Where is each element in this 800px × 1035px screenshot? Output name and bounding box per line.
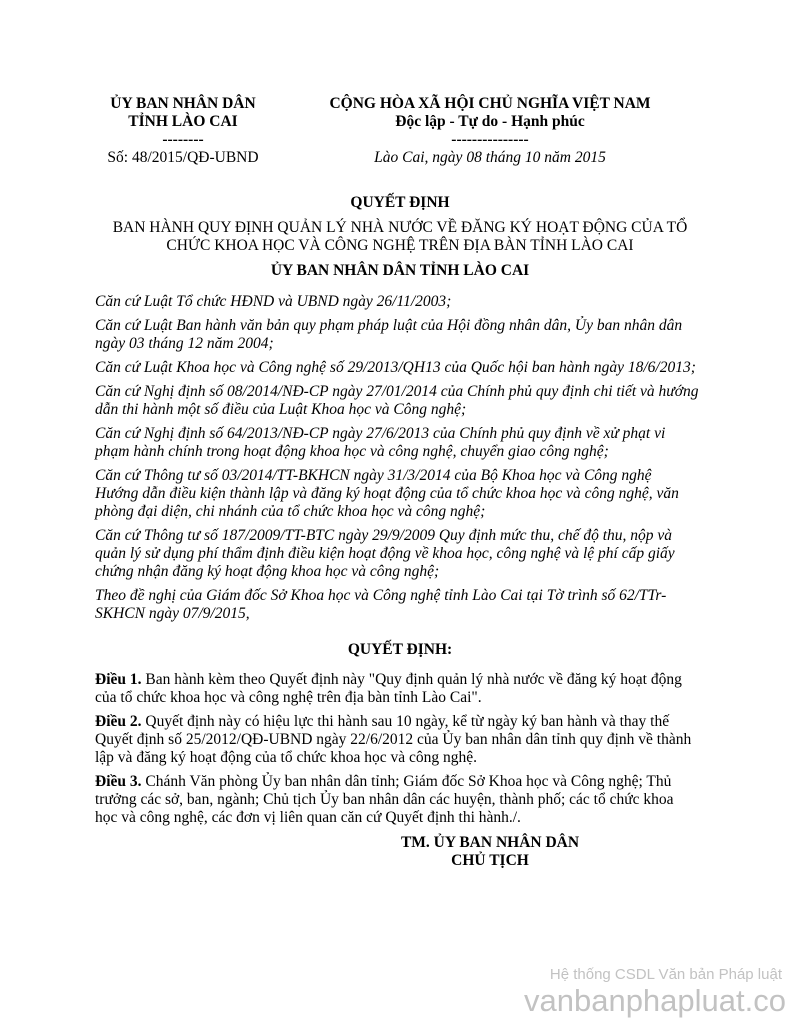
watermark-caption: Hệ thống CSDL Văn bản Pháp luật (549, 966, 782, 983)
subtitle-line: CHỨC KHOA HỌC VÀ CÔNG NGHỆ TRÊN ĐỊA BÀN TỈNH LÀO CAI (166, 237, 634, 254)
watermark-site: vanbanphapluat.co (523, 983, 786, 1018)
article-label: Điều 2. (95, 713, 142, 730)
article-line: lập và đăng ký hoạt động của tổ chức khoa học và công nghệ. (95, 749, 478, 766)
basis-line: dẫn thi hành một số điều của Luật Khoa học và Công nghệ; (95, 401, 467, 418)
basis-line: ngày 03 tháng 12 năm 2004; (95, 335, 274, 352)
article-line: của tổ chức khoa học và công nghệ trên địa bàn tỉnh Lào Cai". (95, 689, 482, 706)
article-text: Quyết định này có hiệu lực thi hành sau 10 ngày, kể từ ngày ký ban hành và thay thế (141, 713, 670, 730)
articles (95, 665, 710, 833)
article-label: Điều 1. (95, 671, 142, 688)
basis-line: phòng đại diện, chi nhánh của tổ chức khoa học và công nghệ; (95, 503, 486, 520)
authority-line: TỈNH LÀO CAI (128, 113, 238, 130)
basis-line: Căn cứ Nghị định số 08/2014/NĐ-CP ngày 27/01/2014 của Chính phủ quy định chi tiết và hướng (95, 383, 699, 400)
article-line (95, 773, 710, 791)
article-line (95, 713, 710, 731)
signature-line: TM. ỦY BAN NHÂN DÂN (400, 834, 580, 851)
basis-line: Căn cứ Thông tư số 03/2014/TT-BKHCN ngày 31/3/2014 của Bộ Khoa học và Công nghệ (95, 467, 652, 484)
article-line (95, 671, 710, 689)
article-line: trưởng các sở, ban, ngành; Chủ tịch Ủy ban nhân dân các huyện, thành phố; các tổ chức khoa (95, 791, 674, 808)
article-line: học và công nghệ, các đơn vị liên quan căn cứ Quyết định thi hành./. (95, 809, 521, 826)
country-name: CỘNG HÒA XÃ HỘI CHỦ NGHĨA VIỆT NAM (329, 95, 651, 112)
document-title: QUYẾT ĐỊNH (350, 194, 450, 211)
article-text: Ban hành kèm theo Quyết định này "Quy định quản lý nhà nước về đăng ký hoạt động (141, 671, 682, 688)
authority-line: ỦY BAN NHÂN DÂN (110, 95, 256, 112)
basis-line: Theo đề nghị của Giám đốc Sở Khoa học và Công nghệ tỉnh Lào Cai tại Tờ trình số 62/TTr- (95, 587, 667, 604)
document-date: Lào Cai, ngày 08 tháng 10 năm 2015 (374, 149, 606, 166)
article-line: Quyết định số 25/2012/QĐ-UBND ngày 22/6/2012 của Ủy ban nhân dân tỉnh quy định về thành (95, 731, 692, 748)
basis-line: Căn cứ Luật Khoa học và Công nghệ số 29/2013/QH13 của Quốc hội ban hành ngày 18/6/2013; (95, 359, 696, 376)
document-subtitle (95, 219, 705, 255)
article-label: Điều 3. (95, 773, 142, 790)
basis-line: Căn cứ Luật Tổ chức HĐND và UBND ngày 26/11/2003; (95, 293, 452, 310)
basis-line: Căn cứ Luật Ban hành văn bản quy phạm pháp luật của Hội đồng nhân dân, Ủy ban nhân dân (95, 317, 683, 334)
basis-line: Căn cứ Nghị định số 64/2013/NĐ-CP ngày 27/6/2013 của Chính phủ quy định về xử phạt vi (95, 425, 666, 442)
basis-line: SKHCN ngày 07/9/2015, (95, 605, 250, 622)
motto: Độc lập - Tự do - Hạnh phúc (395, 113, 585, 130)
basis-line: Hướng dẫn điều kiện thành lập và đăng ký hoạt động của tổ chức khoa học và công nghệ, văn (95, 485, 679, 502)
subtitle-line: BAN HÀNH QUY ĐỊNH QUẢN LÝ NHÀ NƯỚC VỀ ĐĂNG KÝ HOẠT ĐỘNG CỦA TỔ (112, 219, 688, 236)
basis-line: phạm hành chính trong hoạt động khoa học và công nghệ, chuyển giao công nghệ; (95, 443, 609, 460)
motto-divider: --------------- (451, 131, 529, 148)
signature-line: CHỦ TỊCH (451, 852, 529, 869)
issuing-authority (88, 95, 278, 149)
basis-line: quản lý sử dụng phí thẩm định điều kiện hoạt động về khoa học, công nghệ và lệ phí cấp giấy (95, 545, 675, 562)
basis-line: chứng nhận đăng ký hoạt động khoa học và công nghệ; (95, 563, 440, 580)
national-motto (290, 95, 690, 149)
document-number: Số: 48/2015/QĐ-UBND (107, 149, 259, 166)
authority-divider: -------- (162, 131, 204, 148)
basis-line: Căn cứ Thông tư số 187/2009/TT-BTC ngày 29/9/2009 Quy định mức thu, chế độ thu, nộp và (95, 527, 673, 544)
decision-heading: QUYẾT ĐỊNH: (347, 641, 453, 658)
legal-basis (95, 287, 710, 629)
article-text: Chánh Văn phòng Ủy ban nhân dân tỉnh; Giám đốc Sở Khoa học và Công nghệ; Thủ (141, 773, 672, 790)
issuer-heading: ỦY BAN NHÂN DÂN TỈNH LÀO CAI (270, 262, 530, 279)
signature-block (390, 834, 590, 870)
